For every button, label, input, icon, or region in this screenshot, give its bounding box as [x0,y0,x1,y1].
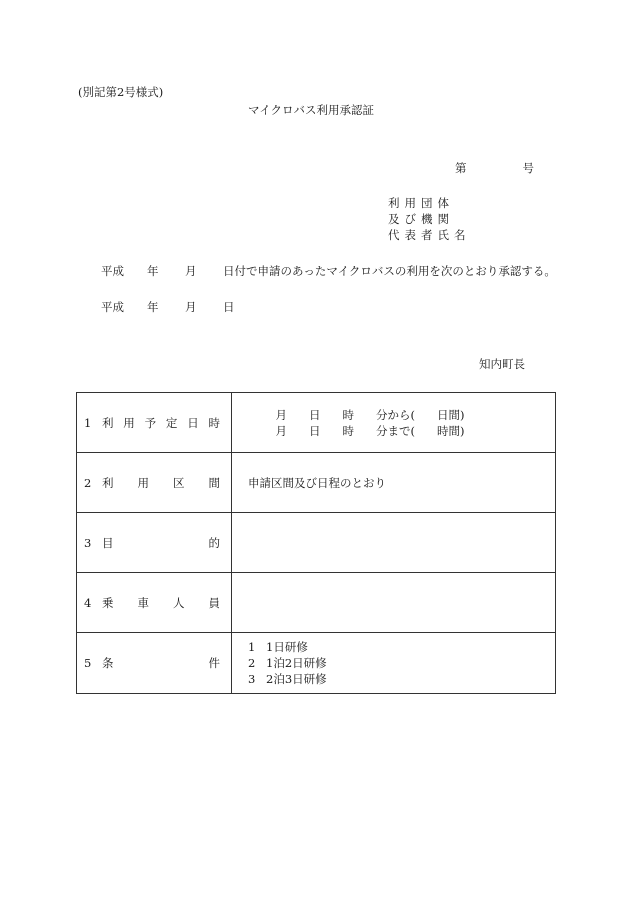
condition-item [248,639,555,655]
representative-label: 代表者氏名 [388,228,471,242]
label-char: 予 [144,415,157,430]
month-label: 月 [185,264,197,278]
label-char: 人 [173,595,185,610]
hours-field: 時間) [437,423,465,438]
row-number: 2 [84,475,92,490]
row-label [77,633,232,694]
month-field: 月 [275,407,287,422]
label-char: 間 [208,475,220,490]
permit-details-table [76,392,556,694]
condition-number: 1 [248,640,256,654]
form-code: (別記第2号様式) [78,85,164,99]
condition-text: 1泊2日研修 [266,656,327,670]
label-char: 用 [137,475,149,490]
row-number: 4 [84,595,92,610]
label-char: 件 [208,656,220,670]
hour-field: 時 [342,423,354,438]
label-char: 区 [173,475,185,490]
issuer-name: 知内町長 [479,357,525,371]
label-char: 日 [187,415,199,430]
schedule-end-line [248,423,555,439]
organization-label-1: 利用団体 [388,196,454,210]
number-suffix: 号 [522,161,534,175]
issue-year: 年 [147,300,159,314]
issue-date [101,302,235,314]
row-label [77,513,232,573]
row-value [232,633,556,694]
day-field: 日 [309,407,321,422]
day-field: 日 [309,423,321,438]
document-title: マイクロバス利用承認証 [248,103,375,117]
issue-era: 平成 [101,300,124,314]
row-value-empty [232,513,556,573]
label-char: 目 [102,535,114,550]
label-char: 利 [102,415,114,430]
row-label [77,573,232,633]
schedule-start-line [248,407,555,423]
condition-item [248,671,555,687]
label-char: 車 [137,595,149,610]
row-number: 3 [84,535,92,550]
minute-to-field: 分まで( [376,423,415,438]
table-row [77,453,556,513]
condition-text: 2泊3日研修 [266,672,327,686]
condition-number: 2 [248,656,256,670]
issue-day: 日 [223,300,235,314]
label-char: 員 [208,595,220,610]
section-text: 申請区間及び日程のとおり [248,475,386,490]
days-field: 日間) [437,407,465,422]
row-number: 1 [84,415,92,430]
label-char: 利 [102,475,114,490]
label-char: 条 [102,656,114,670]
era-label: 平成 [101,264,124,278]
table-row [77,513,556,573]
row-number: 5 [84,656,92,670]
month-field: 月 [275,423,287,438]
row-label [77,393,232,453]
document-number [455,163,534,175]
row-value-empty [232,573,556,633]
table-row [77,573,556,633]
label-char: 時 [208,415,220,430]
approval-text: 日付で申請のあったマイクロバスの利用を次のとおり承認する。 [223,264,556,278]
label-char: 用 [123,415,135,430]
label-char: 定 [165,415,178,430]
organization-label-2: 及び機関 [388,212,454,226]
label-char: 的 [208,535,220,550]
issue-month: 月 [185,300,197,314]
year-label: 年 [147,264,159,278]
label-char: 乗 [102,595,114,610]
minute-from-field: 分から( [376,407,415,422]
condition-text: 1日研修 [266,640,308,654]
row-label [77,453,232,513]
row-value [232,453,556,513]
condition-number: 3 [248,672,256,686]
number-prefix: 第 [455,161,467,175]
table-row [77,393,556,453]
condition-item [248,655,555,671]
table-row [77,633,556,694]
row-value [232,393,556,453]
hour-field: 時 [342,407,354,422]
approval-sentence [101,266,556,278]
